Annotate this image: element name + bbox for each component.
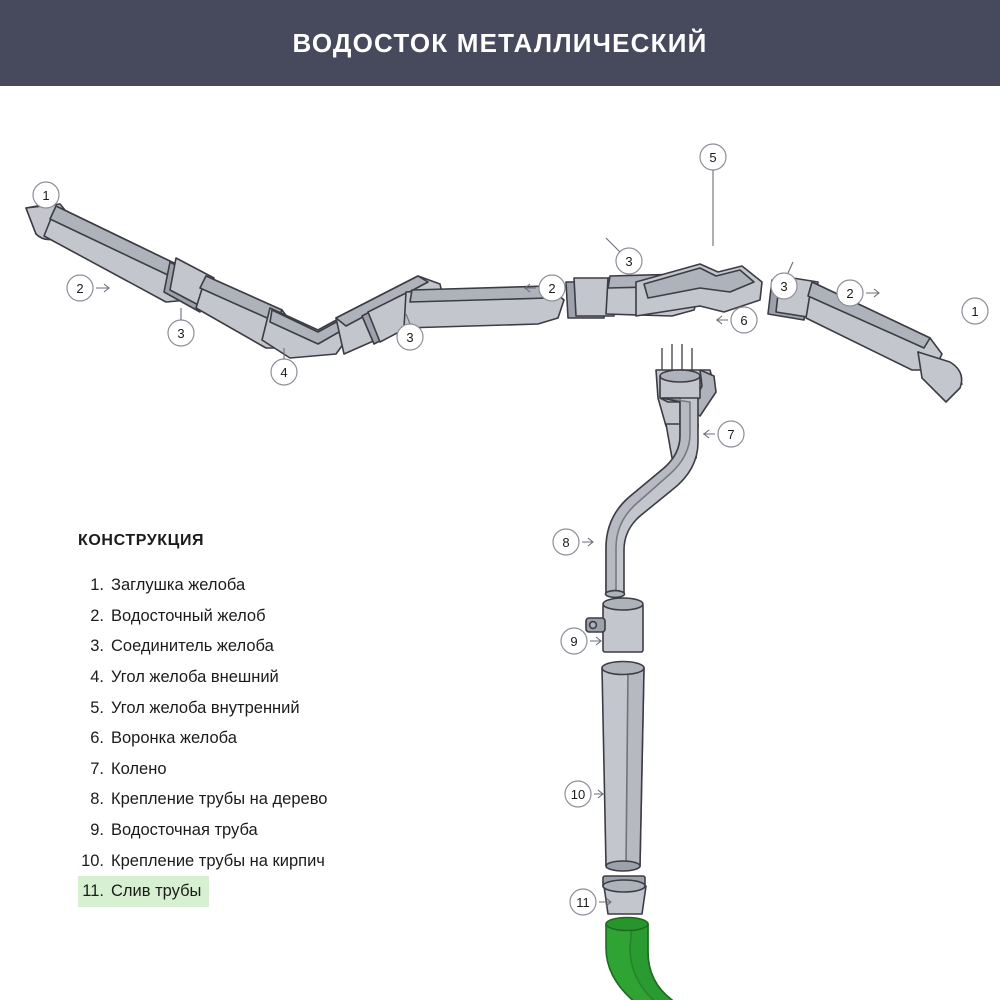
callout-2-left-label: 2	[76, 281, 84, 296]
callout-3-left[interactable]	[168, 308, 194, 346]
callout-1-right-label: 1	[971, 304, 979, 319]
pipe-bracket-wood-part	[586, 598, 643, 652]
legend-item-11[interactable]	[78, 876, 209, 907]
legend-item-3[interactable]	[78, 631, 418, 662]
callout-3-mid-label: 3	[406, 330, 414, 345]
callout-5[interactable]	[700, 144, 726, 246]
legend-list-item	[78, 754, 418, 785]
legend-item-6[interactable]	[78, 723, 418, 754]
legend-list-item	[78, 723, 418, 754]
legend-panel	[78, 532, 418, 907]
legend-item-2-num: 2.	[90, 606, 104, 625]
legend-item-4-label: Угол желоба внешний	[111, 667, 279, 686]
legend-item-10[interactable]	[78, 846, 418, 877]
callout-4-label: 4	[280, 365, 288, 380]
legend-item-2-label: Водосточный желоб	[111, 606, 266, 625]
legend-item-10-label: Крепление трубы на кирпич	[111, 851, 325, 870]
legend-item-6-label: Воронка желоба	[111, 729, 237, 748]
legend-item-7-label: Колено	[111, 759, 167, 778]
legend-item-5-num: 5.	[90, 698, 104, 717]
legend-list-item	[78, 601, 418, 632]
legend-list-item	[78, 693, 418, 724]
legend-item-2[interactable]	[78, 601, 418, 632]
callout-1-right[interactable]	[962, 298, 988, 324]
legend-item-7[interactable]	[78, 754, 418, 785]
legend-item-5-label: Угол желоба внутренний	[111, 698, 300, 717]
pipe-outlet-part	[606, 918, 697, 1000]
legend-item-1[interactable]	[78, 570, 418, 601]
legend-item-3-label: Соединитель желоба	[111, 637, 274, 656]
legend-list-item	[78, 846, 418, 877]
callout-3-right-label: 3	[780, 279, 788, 294]
callout-3-center-label: 3	[625, 254, 633, 269]
diagram-area	[0, 86, 1000, 1000]
callout-1-left[interactable]	[33, 182, 59, 208]
legend-item-8-num: 8.	[90, 790, 104, 809]
callout-2-mid-label: 2	[548, 281, 556, 296]
legend-list-item	[78, 784, 418, 815]
legend-item-3-num: 3.	[90, 637, 104, 656]
legend-list-item	[78, 631, 418, 662]
callout-2-right[interactable]	[837, 280, 879, 306]
pipe-bracket-brick-part	[603, 876, 646, 914]
pipe-elbow-part	[606, 370, 701, 597]
callout-10-label: 10	[570, 787, 586, 802]
legend-title: КОНСТРУКЦИЯ	[78, 532, 205, 549]
legend-item-10-num: 10.	[81, 851, 104, 870]
gutter-run-left	[26, 203, 700, 358]
legend-item-9-num: 9.	[90, 821, 104, 839]
callout-7[interactable]	[703, 421, 744, 447]
callout-3-center[interactable]	[606, 238, 642, 274]
legend-item-6-num: 6.	[90, 729, 104, 748]
callout-8[interactable]	[553, 529, 593, 555]
callout-2-left[interactable]	[67, 275, 109, 301]
legend-item-9-label: Водосточная труба	[111, 821, 258, 839]
legend-item-8[interactable]	[78, 784, 418, 815]
legend-item-11-label: Слив трубы	[111, 882, 202, 901]
legend-item-7-num: 7.	[90, 759, 104, 778]
callout-1-left-label: 1	[42, 188, 50, 203]
callout-9-label: 9	[570, 634, 578, 649]
legend-list-item	[78, 662, 418, 693]
callout-7-label: 7	[727, 427, 735, 442]
page-header	[0, 0, 1000, 86]
legend-item-11-num: 11.	[82, 882, 104, 901]
callout-3-left-label: 3	[177, 326, 185, 341]
legend-item-1-num: 1.	[90, 576, 104, 594]
callout-6-label: 6	[740, 313, 748, 328]
legend-list-item	[78, 570, 418, 601]
legend-list-item	[78, 876, 418, 907]
legend-item-5[interactable]	[78, 693, 418, 724]
legend-list-item	[78, 815, 418, 846]
legend-item-4[interactable]	[78, 662, 418, 693]
callout-11-label: 11	[576, 895, 590, 910]
callout-8-label: 8	[562, 535, 570, 550]
legend-list	[78, 570, 418, 907]
callout-5-label: 5	[709, 150, 717, 165]
legend-item-9[interactable]	[78, 815, 418, 846]
callout-10[interactable]	[565, 781, 603, 807]
callout-3-right[interactable]	[771, 262, 797, 299]
legend-item-4-num: 4.	[90, 667, 104, 686]
legend-item-8-label: Крепление трубы на дерево	[111, 790, 328, 809]
callout-2-right-label: 2	[846, 286, 854, 301]
page-title: ВОДОСТОК МЕТАЛЛИЧЕСКИЙ	[292, 27, 708, 58]
legend-item-1-label: Заглушка желоба	[111, 576, 246, 594]
downpipe-part	[602, 662, 644, 872]
